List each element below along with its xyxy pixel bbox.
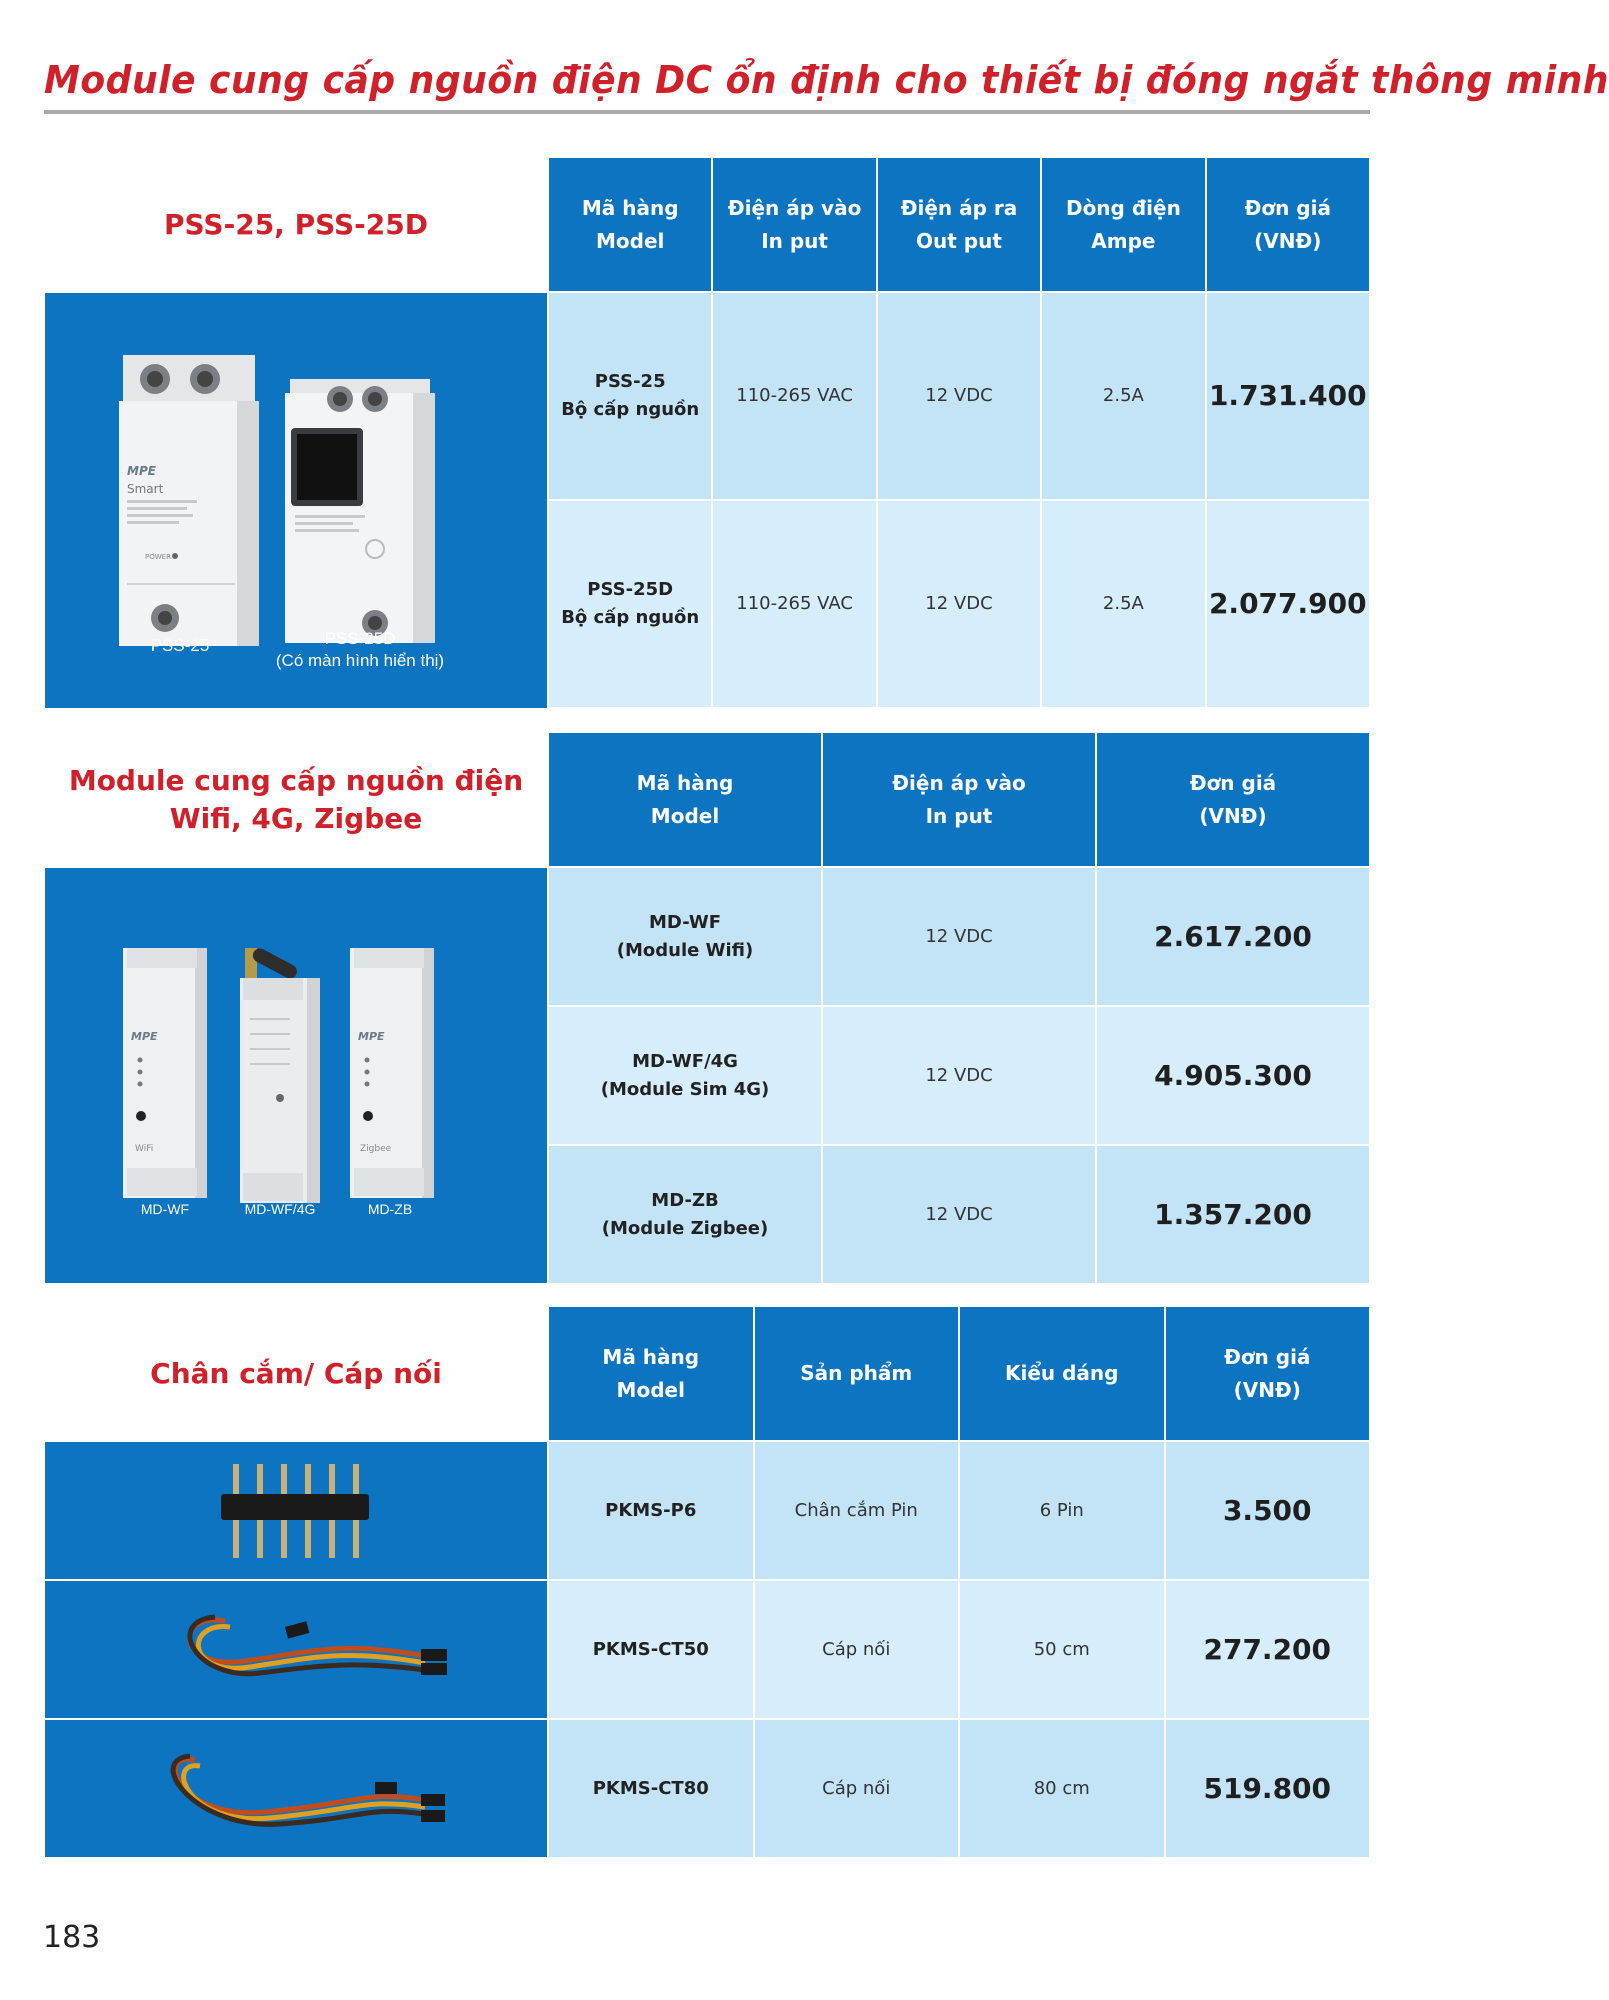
cell-output: 12 VDC (878, 501, 1040, 707)
device-name: Smart (127, 482, 164, 496)
cell-product: Cáp nối (755, 1581, 959, 1718)
section-title: Module cung cấp nguồn điện Wifi, 4G, Zigbee (68, 763, 524, 835)
cable-icon (45, 1581, 547, 1718)
pss-price-table (549, 158, 1369, 707)
caption-pss-25d: PSS-25D (324, 629, 396, 648)
cell-price: 2.077.900 (1207, 501, 1369, 707)
cell-price: 2.617.200 (1097, 868, 1369, 1005)
pin-header-image-panel (45, 1442, 547, 1579)
page-number: 183 (43, 1920, 101, 1955)
header-ampe: Dòng điện Ampe (1042, 158, 1204, 291)
header-input: Điện áp vào In put (823, 733, 1095, 866)
cell-product: Chân cắm Pin (755, 1442, 959, 1579)
pss-25d-device (285, 379, 435, 643)
header-model: Mã hàng Model (549, 733, 821, 866)
cell-input: 12 VDC (823, 868, 1095, 1005)
section-modules (45, 733, 1369, 1283)
cell-price: 519.800 (1166, 1720, 1370, 1857)
section-title: Chân cắm/ Cáp nối (150, 1356, 442, 1390)
cell-input: 110-265 VAC (713, 501, 875, 707)
md-zb-device (350, 948, 434, 1198)
cable-80-image-panel (45, 1720, 547, 1857)
header-output: Điện áp ra Out put (878, 158, 1040, 291)
caption-md-wf: MD-WF (140, 1201, 190, 1217)
cell-style: 6 Pin (960, 1442, 1164, 1579)
cell-model: PKMS-CT80 (549, 1720, 753, 1857)
cell-output: 12 VDC (878, 293, 1040, 499)
cell-product: Cáp nối (755, 1720, 959, 1857)
header-model: Mã hàng Model (549, 158, 711, 291)
header-price: Đơn giá (VNĐ) (1097, 733, 1369, 866)
cell-model: MD-WF/4G (Module Sim 4G) (549, 1007, 821, 1144)
cell-input: 12 VDC (823, 1007, 1095, 1144)
module-price-table (549, 733, 1369, 1283)
caption-pss-25: PSS-25 (150, 636, 210, 655)
cable-50-image-panel (45, 1581, 547, 1718)
page-title: Module cung cấp nguồn điện DC ổn định cho thiết bị đóng ngắt thông minh (44, 58, 1609, 102)
device-brand: MPE (131, 1030, 158, 1043)
header-product: Sản phẩm (755, 1307, 959, 1440)
cell-model: PSS-25D Bộ cấp nguồn (549, 501, 711, 707)
pin-header-icon (45, 1442, 547, 1579)
cell-ampe: 2.5A (1042, 501, 1204, 707)
header-model: Mã hàng Model (549, 1307, 753, 1440)
section-title: PSS-25, PSS-25D (164, 207, 428, 241)
cell-price: 1.357.200 (1097, 1146, 1369, 1283)
md-wf-4g-device (240, 946, 320, 1203)
header-input: Điện áp vào In put (713, 158, 875, 291)
cell-model: MD-ZB (Module Zigbee) (549, 1146, 821, 1283)
cell-input: 110-265 VAC (713, 293, 875, 499)
cell-ampe: 2.5A (1042, 293, 1204, 499)
caption-pss-25d-note: (Có màn hình hiển thị) (275, 651, 445, 670)
device-zigbee-label: Zigbee (360, 1144, 392, 1154)
cell-model: PKMS-P6 (549, 1442, 753, 1579)
section-accessories (45, 1307, 1369, 1857)
module-devices-illustration (45, 868, 547, 1283)
cell-input: 12 VDC (823, 1146, 1095, 1283)
cell-style: 80 cm (960, 1720, 1164, 1857)
section-pss (45, 158, 1369, 708)
cell-style: 50 cm (960, 1581, 1164, 1718)
header-style: Kiểu dáng (960, 1307, 1164, 1440)
product-image-panel (45, 293, 547, 708)
product-image-panel (45, 868, 547, 1283)
cell-price: 4.905.300 (1097, 1007, 1369, 1144)
cell-price: 3.500 (1166, 1442, 1370, 1579)
header-price: Đơn giá (VNĐ) (1207, 158, 1369, 291)
cable-icon (45, 1720, 547, 1857)
cell-price: 277.200 (1166, 1581, 1370, 1718)
accessory-price-table (549, 1307, 1369, 1857)
title-divider (44, 110, 1370, 114)
device-brand: MPE (358, 1030, 385, 1043)
caption-md-zb: MD-ZB (367, 1201, 413, 1217)
device-power-label: POWER (145, 553, 171, 561)
device-wifi-label: WiFi (135, 1144, 154, 1154)
cell-model: PKMS-CT50 (549, 1581, 753, 1718)
md-wf-device (123, 948, 207, 1198)
caption-md-wf-4g: MD-WF/4G (244, 1201, 316, 1217)
pss-25-device (119, 355, 259, 646)
cell-model: PSS-25 Bộ cấp nguồn (549, 293, 711, 499)
device-brand: MPE (127, 464, 156, 478)
cell-price: 1.731.400 (1207, 293, 1369, 499)
cell-model: MD-WF (Module Wifi) (549, 868, 821, 1005)
header-price: Đơn giá (VNĐ) (1166, 1307, 1370, 1440)
